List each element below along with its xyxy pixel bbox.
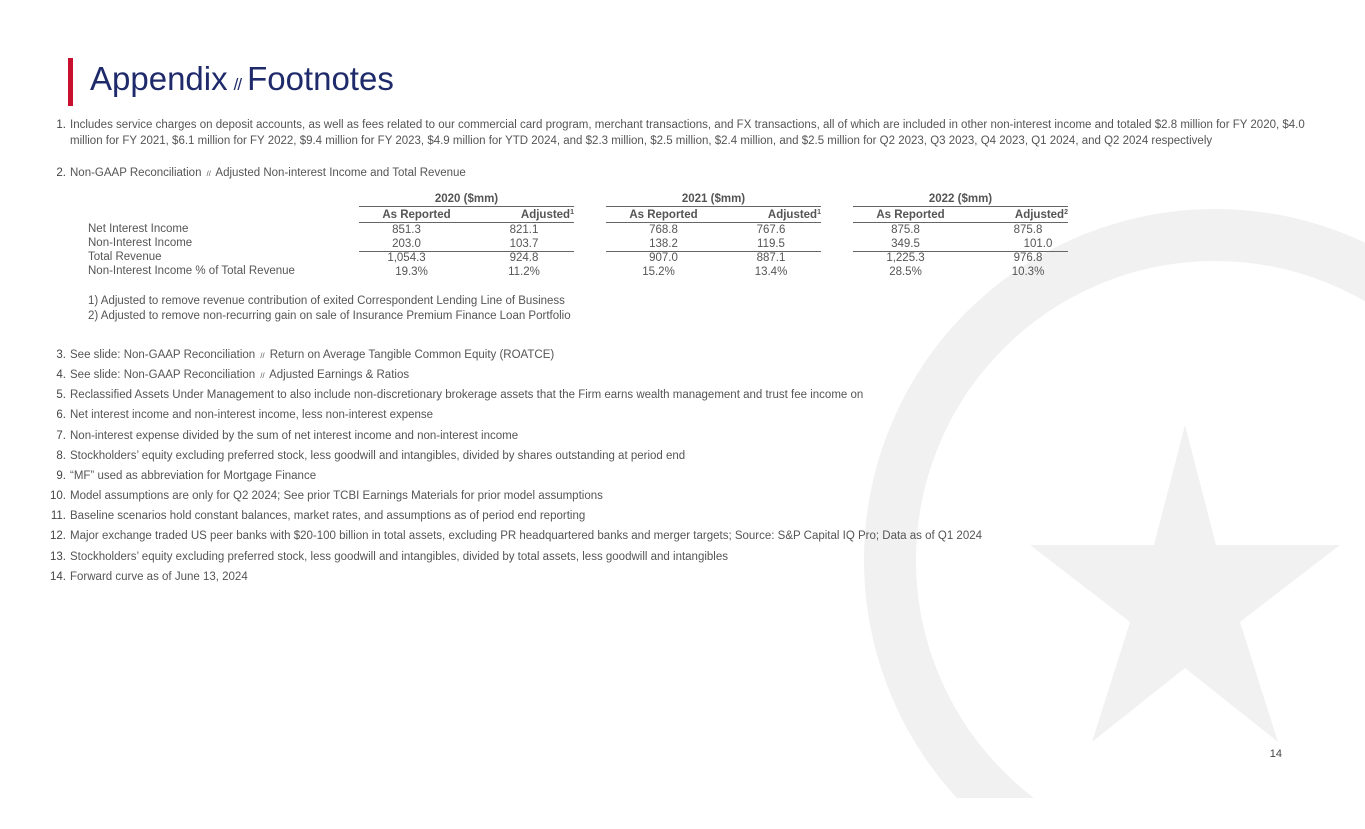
footnote-text: Baseline scenarios hold constant balances, market rates, and assumptions as of period end reporting — [70, 510, 586, 522]
table-note-1: 1) Adjusted to remove revenue contribution of exited Correspondent Lending Line of Business — [88, 295, 565, 307]
footnote-number: 13. — [50, 551, 66, 563]
table-cell: 103.7 — [474, 237, 574, 252]
footnote-number: 2. — [56, 167, 66, 179]
table-cell: 875.8 — [891, 224, 920, 236]
table-cell: 28.5% — [889, 266, 922, 278]
table-cell: 875.8 — [1013, 224, 1043, 236]
footnote-text: Stockholders’ equity excluding preferred stock, less goodwill and intangibles, divided by shares outstanding at period end — [70, 450, 686, 462]
footnote-12 — [44, 529, 1314, 545]
footnote-14 — [44, 570, 1314, 586]
row-label: Non-Interest Income % of Total Revenue — [88, 265, 295, 277]
table-cell: 349.5 — [853, 237, 968, 252]
table-cell: 138.2 — [606, 237, 721, 252]
title-separator: // — [233, 75, 242, 94]
footnote-text-post: Adjusted Earnings & Ratios — [269, 369, 410, 381]
footnote-number: 4. — [56, 369, 66, 381]
footnote-separator: // — [260, 371, 265, 380]
col-head-adjusted-2020: Adjusted$^1$ — [474, 208, 574, 223]
footnote-text: Model assumptions are only for Q2 2024; See prior TCBI Earnings Materials for prior model assumptions — [70, 490, 603, 502]
footnote-separator: // — [206, 169, 211, 178]
title-sub: Footnotes — [247, 60, 394, 97]
footnote-text: Major exchange traded US peer banks with $20-100 billion in total assets, excluding PR headquartered banks and merger targets; Source: S&P Capital IQ Pro; Data as of Q1 2024 — [70, 530, 983, 542]
footnote-number: 6. — [56, 409, 66, 421]
footnote-separator: // — [260, 351, 265, 360]
table-note-2: 2) Adjusted to remove non-recurring gain on sale of Insurance Premium Finance Loan Portfolio — [88, 310, 571, 322]
group-header-2020: 2020 ($mm) — [359, 193, 574, 207]
footnote-text: Includes service charges on deposit accounts, as well as fees related to our commercial card program, merchant transactions, and FX transactions, all of which are included in other non-interest income and totaled $2.8 million for FY 2020, $4.0 million for FY 2021, $6.1 million for FY 2022, $9.4 million for FY 2023, $4.9 million for YTD 2024, and $2.3 million, $2.5 million, $2.4 million, and $2.5 million for Q2 2023, Q3 2023, Q4 2023, Q1 2024, and Q2 2024 respectively — [70, 119, 1305, 147]
table-cell: 1,054.3 — [387, 252, 426, 264]
table-cell: 11.2% — [508, 266, 540, 278]
row-label: Non-Interest Income — [88, 237, 193, 249]
footnote-10 — [44, 489, 1314, 505]
footnote-9 — [44, 469, 1314, 485]
footnote-4 — [44, 368, 1314, 384]
title-accent-bar — [68, 58, 73, 106]
footnote-text: Non-interest expense divided by the sum of net interest income and non-interest income — [70, 430, 519, 442]
footnote-number: 5. — [56, 389, 66, 401]
footnote-3 — [44, 348, 1314, 364]
table-cell: 15.2% — [642, 266, 675, 278]
table-cell: 10.3% — [1011, 266, 1045, 278]
title-main: Appendix — [90, 60, 228, 97]
footnote-number: 7. — [56, 430, 66, 442]
footnote-6 — [44, 408, 1314, 424]
footnote-number: 10. — [50, 490, 66, 502]
footnote-13 — [44, 550, 1314, 566]
table-cell: 19.3% — [395, 266, 428, 278]
page-title — [90, 60, 394, 98]
footnote-text: Stockholders’ equity excluding preferred stock, less goodwill and intangibles, divided by total assets, less goodwill and intangibles — [70, 551, 729, 563]
table-cell: 119.5 — [721, 237, 821, 252]
footnote-number: 12. — [50, 530, 66, 542]
col-head-reported-2021: As Reported — [606, 208, 721, 223]
group-header-2022: 2022 ($mm) — [853, 193, 1068, 207]
table-cell: 851.3 — [392, 224, 421, 236]
table-cell: 203.0 — [359, 237, 474, 252]
page-number: 14 — [1269, 748, 1282, 760]
footnote-2 — [44, 166, 1314, 182]
table-cell: 767.6 — [756, 224, 786, 236]
table-cell: 887.1 — [756, 252, 786, 264]
table-cell: 1,225.3 — [886, 252, 925, 264]
footnote-number: 8. — [56, 450, 66, 462]
footnote-text: Net interest income and non-interest income, less non-interest expense — [70, 409, 434, 421]
col-head-reported-2022: As Reported — [853, 208, 968, 223]
footnote-number: 9. — [56, 470, 66, 482]
footnote-5 — [44, 388, 1314, 404]
row-label: Total Revenue — [88, 251, 162, 263]
footnote-number: 1. — [56, 119, 66, 131]
group-header-2021: 2021 ($mm) — [606, 193, 821, 207]
footnote-7 — [44, 429, 1314, 445]
table-cell: 101.0 — [968, 237, 1068, 252]
footnote-text: Forward curve as of June 13, 2024 — [70, 571, 248, 583]
table-cell: 768.8 — [649, 224, 678, 236]
footnote-text-pre: See slide: Non-GAAP Reconciliation — [70, 349, 256, 361]
footnote-1 — [44, 118, 1314, 149]
footnote-text: Reclassified Assets Under Management to also include non-discretionary brokerage assets that the Firm earns wealth management and trust fee income on — [70, 389, 864, 401]
footnote-text-pre: Non-GAAP Reconciliation — [70, 167, 202, 179]
table-cell: 821.1 — [509, 224, 539, 236]
col-head-reported-2020: As Reported — [359, 208, 474, 223]
footnote-text-pre: See slide: Non-GAAP Reconciliation — [70, 369, 256, 381]
footnote-text-post: Return on Average Tangible Common Equity (ROATCE) — [269, 349, 555, 361]
table-cell: 13.4% — [754, 266, 788, 278]
footnote-number: 11. — [50, 510, 66, 522]
table-cell: 907.0 — [649, 252, 678, 264]
col-head-adjusted-2022: Adjusted$^2$ — [968, 208, 1068, 223]
row-label: Net Interest Income — [88, 223, 189, 235]
col-head-adjusted-2021: Adjusted$^1$ — [721, 208, 821, 223]
footnote-11 — [44, 509, 1314, 525]
footnote-text: “MF” used as abbreviation for Mortgage Finance — [70, 470, 317, 482]
footnote-number: 14. — [50, 571, 66, 583]
footnote-number: 3. — [56, 349, 66, 361]
footnote-text-post: Adjusted Non-interest Income and Total Revenue — [215, 167, 466, 179]
table-cell: 976.8 — [1013, 252, 1043, 264]
table-cell: 924.8 — [509, 252, 539, 264]
footnote-8 — [44, 449, 1314, 465]
